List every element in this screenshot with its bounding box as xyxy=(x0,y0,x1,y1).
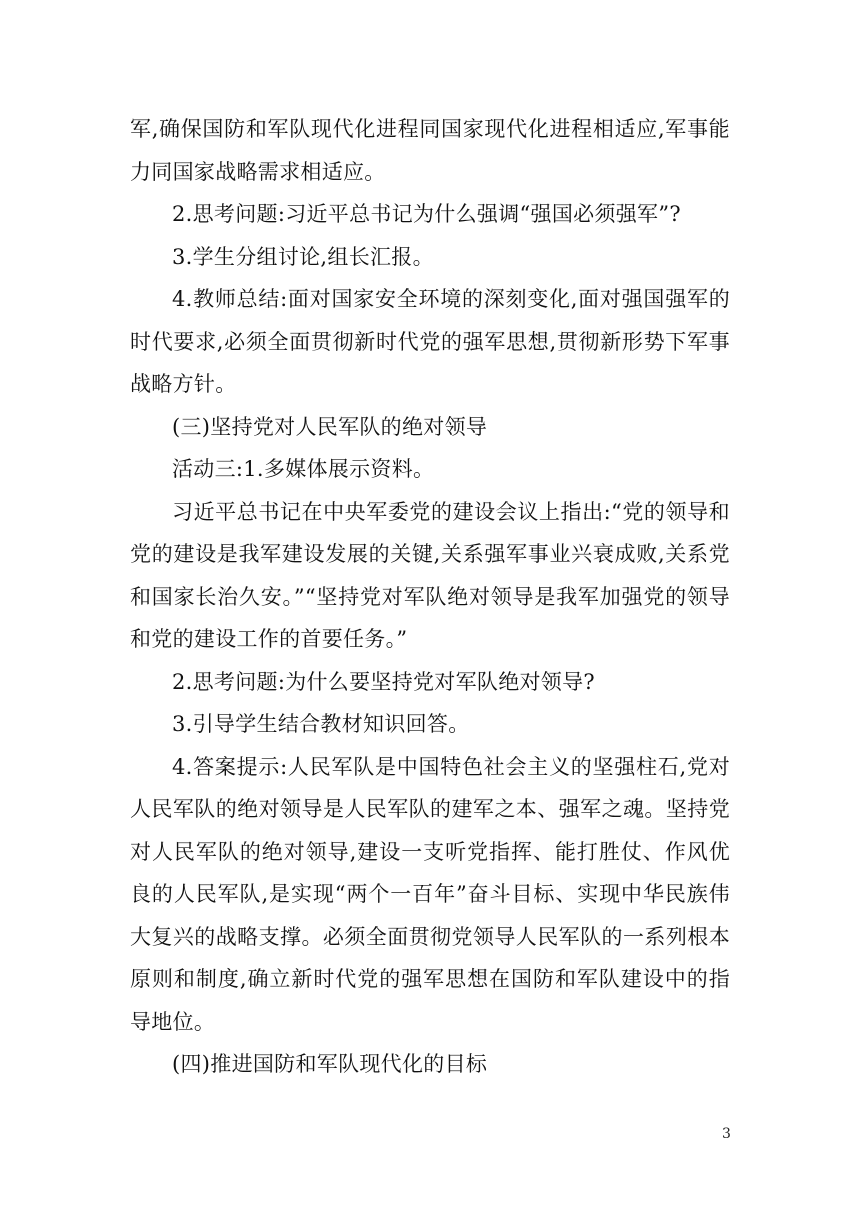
section-heading-3: (三)坚持党对人民军队的绝对领导 xyxy=(172,414,488,439)
page-number: 3 xyxy=(722,1126,731,1142)
paragraph-guide-3: 3.引导学生结合教材知识回答。 xyxy=(172,712,470,736)
paragraph-activity-3: 活动三:1.多媒体展示资料。 xyxy=(172,457,435,481)
paragraph-quote: 习近平总书记在中央军委党的建设会议上指出:“党的领导和党的建设是我军建设发展的关键,关系强军事业兴衰成败,关系党和国家长治久安。”“坚持党对军队绝对领导是我军加强党的领导和党的建设工作的首要任务。” xyxy=(130,499,730,651)
paragraph-continuation: 军,确保国防和军队现代化进程同国家现代化进程相适应,军事能力同国家战略需求相适应。 xyxy=(130,117,730,184)
paragraph-question-2: 2.思考问题:习近平总书记为什么强调“强国必须强军”? xyxy=(172,202,681,226)
section-heading-4: (四)推进国防和军队现代化的目标 xyxy=(172,1052,488,1076)
paragraph-question-2b: 2.思考问题:为什么要坚持党对军队绝对领导? xyxy=(172,669,595,694)
paragraph-answer-hint-4: 4.答案提示:人民军队是中国特色社会主义的坚强柱石,党对人民军队的绝对领导是人民军队的建军之本、强军之魂。坚持党对人民军队的绝对领导,建设一支听党指挥、能打胜仗、作风优良的人民军队,是实现“两个一百年”奋斗目标、实现中华民族伟大复兴的战略支撑。必须全面贯彻党领导人民军队的一系列根本原则和制度,确立新时代党的强军思想在国防和军队建设中的指导地位。 xyxy=(130,754,730,1034)
paragraph-discussion-3: 3.学生分组讨论,组长汇报。 xyxy=(172,244,434,269)
paragraph-teacher-summary-4: 4.教师总结:面对国家安全环境的深刻变化,面对强国强军的时代要求,必须全面贯彻新时代党的强军思想,贯彻新形势下军事战略方针。 xyxy=(130,287,730,396)
document-body xyxy=(130,108,730,1086)
